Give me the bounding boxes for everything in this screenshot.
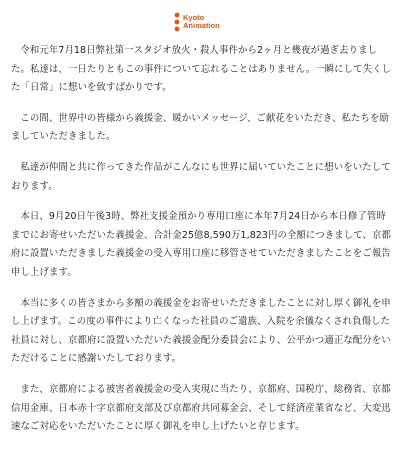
announcement-body	[11, 42, 393, 449]
paragraph-intro: 令和元年7月18日弊社第一スタジオ放火・殺人事件から2ヶ月と幾夜が過ぎ去りました。私達は、一日たりともこの事件について忘れることはありません。一瞬にして失くした「日常」に想いを致すばかりです。	[11, 45, 392, 94]
paragraph-acknowledgements: また、京都府による被害者義援金の受入実現に当たり、京都府、国税庁、総務省、京都信用金庫、日本赤十字京都府支部及び京都府共同募金会、そして経済産業省など、大変迅速なご対応をいただいたことに厚く御礼を申し上げたいと存じます。	[11, 383, 391, 433]
paragraph-donation-report: 本日、9月20日午後3時、弊社支援金預かり専用口座に本年7月24日から本日修了管時までにお寄せいただいた義援金、合計金25億8,590万1,823円の全額につきまして、京都府に設置いただきました義援金の受入専用口座に移管させていただきましたことをご報告申し上げます。	[11, 211, 392, 278]
logo-text-kyoto: Kyoto	[183, 13, 205, 22]
paragraph-gratitude: 本当に多くの皆さまから多額の義援金をお寄せいただきましたことに対し厚く御礼を申し上げます。この度の事件により亡くなった社員のご遺族、入院を余儀なくされ負傷した社員に対し、京都府に設置いただいた義援金配分委員会により、公平かつ適正な配分をいただけることに感謝いたしております。	[11, 297, 391, 365]
logo-text-animation: Animation	[183, 21, 220, 30]
kyoto-animation-logo-icon	[173, 12, 181, 32]
kyoto-animation-logo	[173, 10, 233, 34]
paragraph-works-reach: 私達が仲間と共に作ってきた作品がこんなにも世界に届いていたことに想いをいたしております。	[11, 161, 391, 192]
paragraph-thanks-support: この間、世界中の皆様から義援金、暖かいメッセージ、ご献花をいただき、私たちを励ましていただきました。	[11, 112, 390, 143]
